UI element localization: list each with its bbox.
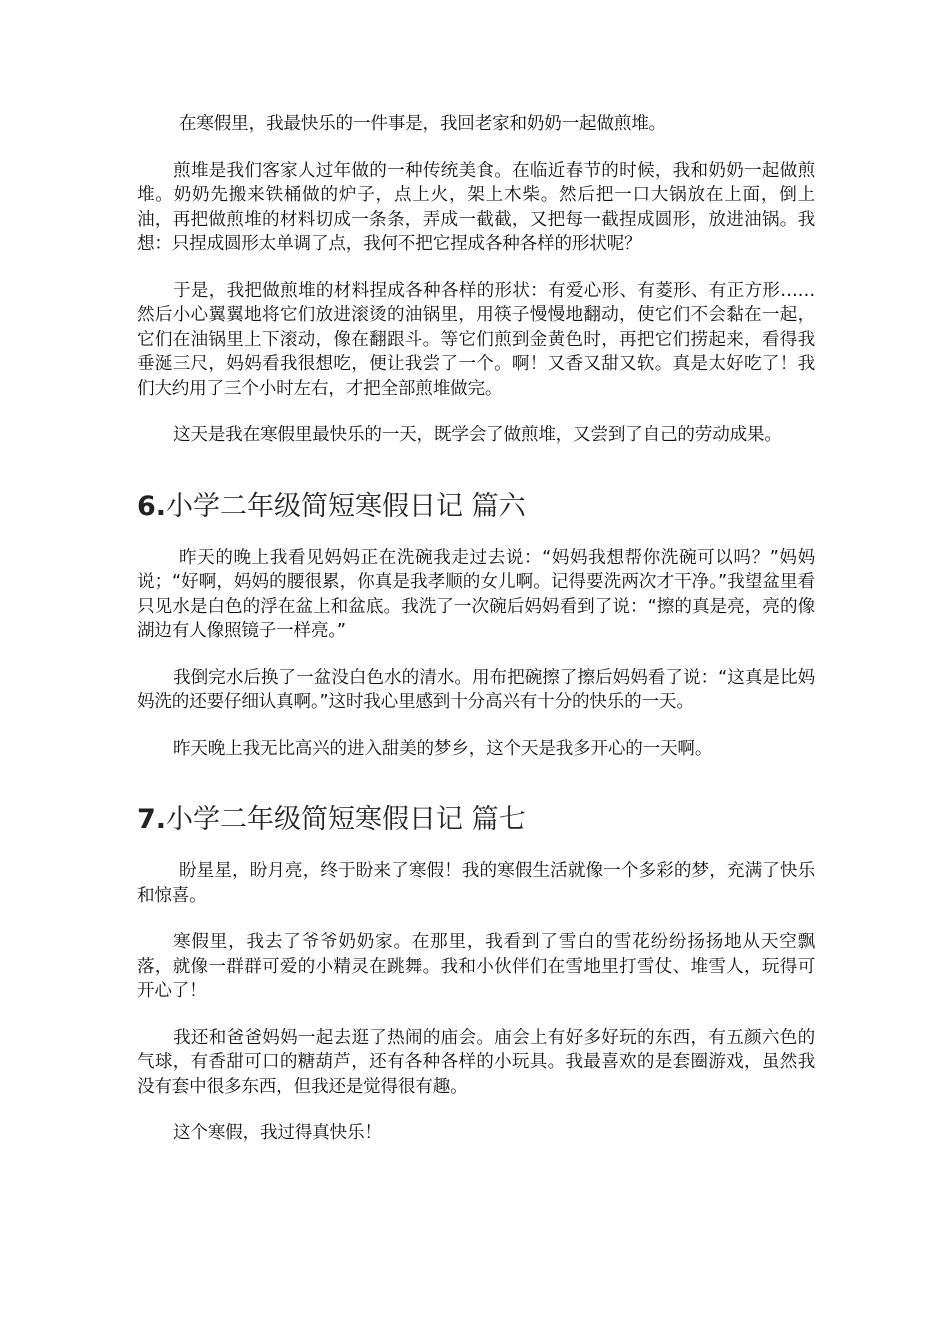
s5-paragraph-2: 煎堆是我们客家人过年做的一种传统美食。在临近春节的时候，我和奶奶一起做煎堆。奶奶先搬来铁桶做的炉子，点上火，架上木柴。然后把一口大锅放在上面，倒上油，再把做煎堆的材料切成一条条，弄成一截截，又把每一截捏成圆形，放进油锅。我想：只捏成圆形太单调了点，我何不把它捏成各种各样的形状呢？ bbox=[137, 160, 815, 254]
section-6-heading bbox=[137, 490, 815, 524]
s7-paragraph-2: 寒假里，我去了爷爷奶奶家。在那里，我看到了雪白的雪花纷纷扬扬地从天空飘落，就像一群群可爱的小精灵在跳舞。我和小伙伴们在雪地里打雪仗、堆雪人，玩得可开心了！ bbox=[137, 932, 815, 1001]
document-page bbox=[137, 112, 815, 1168]
s6-paragraph-3: 昨天晚上我无比高兴的进入甜美的梦乡，这个天是我多开心的一天啊。 bbox=[173, 738, 713, 759]
s7-paragraph-1: 盼星星，盼月亮，终于盼来了寒假！我的寒假生活就像一个多彩的梦，充满了快乐和惊喜。 bbox=[137, 861, 815, 906]
s5-paragraph-4: 这天是我在寒假里最快乐的一天，既学会了做煎堆，又尝到了自己的劳动成果。 bbox=[173, 425, 782, 445]
section-7-heading bbox=[137, 803, 815, 837]
s7-paragraph-3: 我还和爸爸妈妈一起去逛了热闹的庙会。庙会上有好多好玩的东西，有五颜六色的气球，有香甜可口的糖葫芦，还有各种各样的小玩具。我最喜欢的是套圈游戏，虽然我没有套中很多东西，但我还是觉得很有趣。 bbox=[137, 1027, 815, 1097]
section-6-number: 6. bbox=[137, 490, 167, 522]
s6-paragraph-2: 我倒完水后换了一盆没白色水的清水。用布把碗擦了擦后妈妈看了说：“这真是比妈妈洗的还要仔细认真啊。”这时我心里感到十分高兴有十分的快乐的一天。 bbox=[137, 667, 815, 712]
section-7-number: 7. bbox=[137, 804, 167, 835]
s7-paragraph-4: 这个寒假，我过得真快乐！ bbox=[173, 1123, 382, 1143]
section-6-title: 小学二年级简短寒假日记 篇六 bbox=[166, 490, 526, 522]
s6-paragraph-1: 昨天的晚上我看见妈妈正在洗碗我走过去说：“妈妈我想帮你洗碗可以吗？”妈妈说；“好啊，妈妈的腰很累，你真是我孝顺的女儿啊。记得要洗两次才干净。”我望盆里看只见水是白色的浮在盆上和盆底。我洗了一次碗后妈妈看到了说：“擦的真是亮，亮的像湖边有人像照镜子一样亮。” bbox=[137, 547, 815, 641]
s5-paragraph-1: 在寒假里，我最快乐的一件事是，我回老家和奶奶一起做煎堆。 bbox=[179, 114, 667, 134]
section-7-title: 小学二年级简短寒假日记 篇七 bbox=[166, 804, 526, 835]
s5-paragraph-3: 于是，我把做煎堆的材料捏成各种各样的形状：有爱心形、有菱形、有正方形……然后小心翼翼地将它们放进滚烫的油锅里，用筷子慢慢地翻动，使它们不会黏在一起，它们在油锅里上下滚动，像在翻跟斗。等它们煎到金黄色时，再把它们捞起来，看得我垂涎三尺，妈妈看我很想吃，便让我尝了一个。啊！又香又甜又软。真是太好吃了！我们大约用了三个小时左右，才把全部煎堆做完。 bbox=[137, 280, 815, 399]
